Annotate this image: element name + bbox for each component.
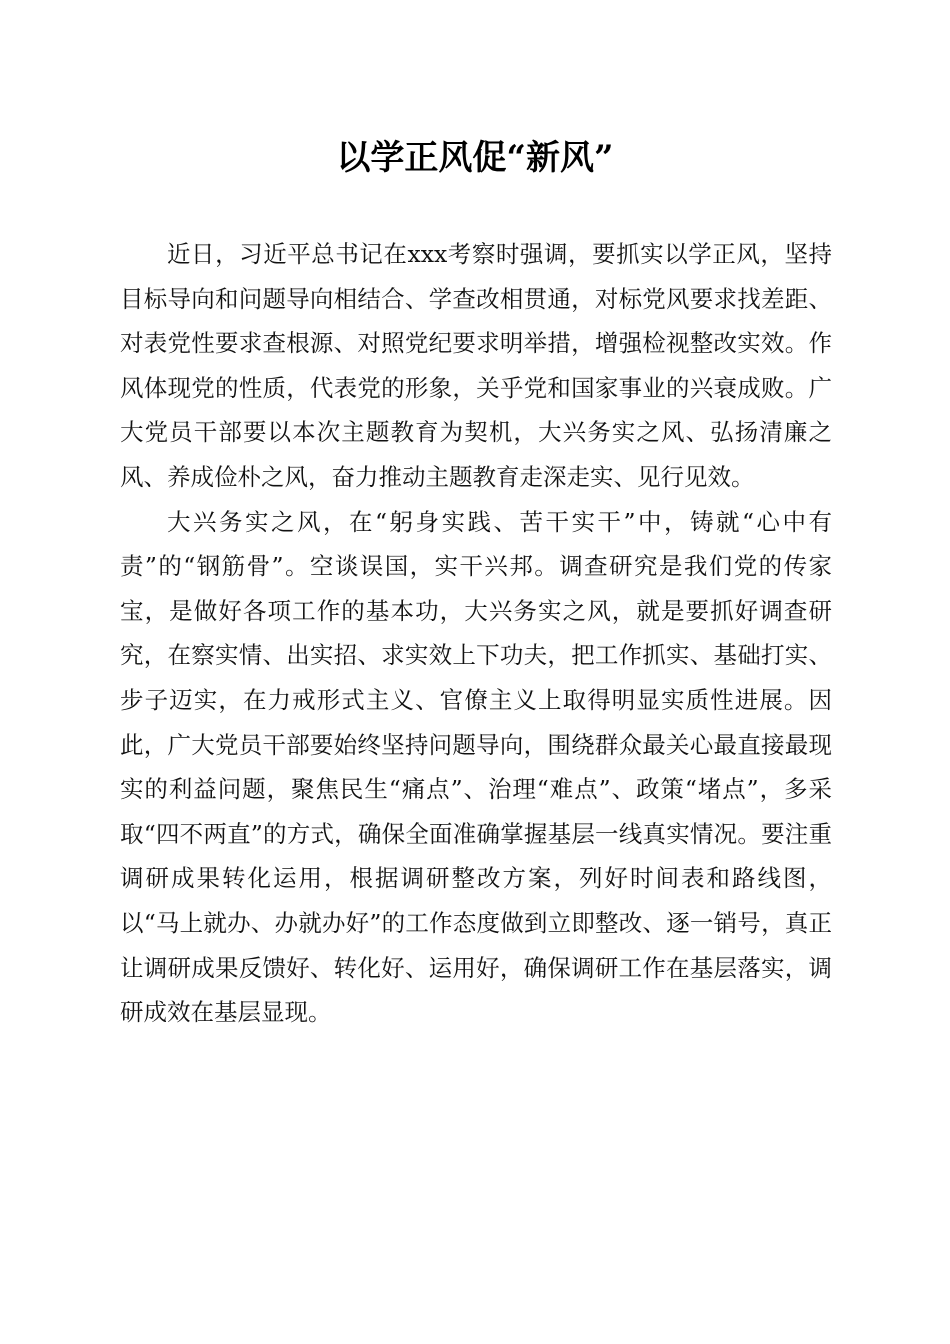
document-title: 以学正风促“新风” (336, 138, 614, 178)
paragraph-1: 近日，习近平总书记在xxx考察时强调，要抓实以学正风，坚持目标导向和问题导向相结合、学查改相贯通，对标党风要求找差距、对表党性要求查根源、对照党纪要求明举措，增强检视整改实效。作风体现党的性质，代表党的形象，关乎党和国家事业的兴衰成败。广大党员干部要以本次主题教育为契机，大兴务实之风、弘扬清廉之风、养成俭朴之风，奋力推动主题教育走深走实、见行见效。 (120, 240, 832, 491)
document-body (120, 232, 832, 1035)
paragraph-2: 大兴务实之风，在“躬身实践、苦干实干”中，铸就“心中有责”的“钢筋骨”。空谈误国，实干兴邦。调查研究是我们党的传家宝，是做好各项工作的基本功，大兴务实之风，就是要抓好调查研究，在察实情、出实招、求实效上下功夫，把工作抓实、基础打实、步子迈实，在力戒形式主义、官僚主义上取得明显实质性进展。因此，广大党员干部要始终坚持问题导向，围绕群众最关心最直接最现实的利益问题，聚焦民生“痛点”、治理“难点”、政策“堵点”，多采取“四不两直”的方式，确保全面准确掌握基层一线真实情况。要注重调研成果转化运用，根据调研整改方案，列好时间表和路线图，以“马上就办、办就办好”的工作态度做到立即整改、逐一销号，真正让调研成果反馈好、转化好、运用好，确保调研工作在基层落实，调研成效在基层显现。 (120, 507, 832, 1027)
